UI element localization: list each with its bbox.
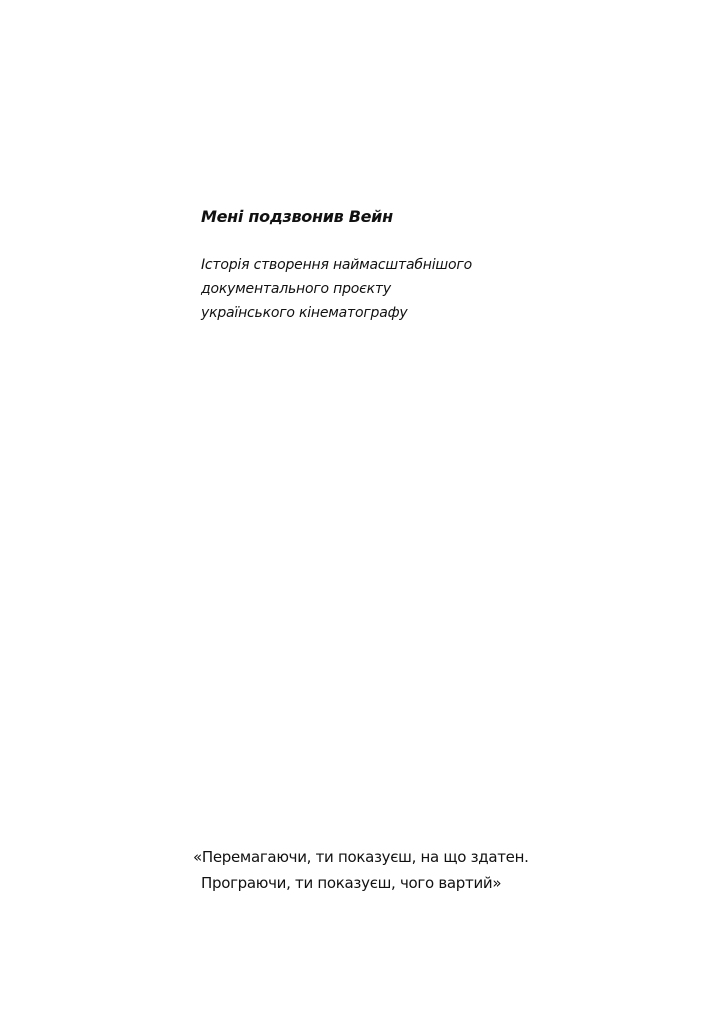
subtitle-line: документального проєкту [201,281,391,297]
subtitle-line: Історія створення наймасштабнішого [201,257,472,273]
epigraph-quote [193,844,529,896]
subtitle-line: українського кінематографу [201,305,408,321]
book-title: Мені подзвонив Вейн [201,207,393,226]
book-subtitle [201,253,472,325]
epigraph-line: «Перемагаючи, ти показуєш, на що здатен. [193,848,529,866]
epigraph-line: Програючи, ти показуєш, чого вартий» [201,874,502,892]
